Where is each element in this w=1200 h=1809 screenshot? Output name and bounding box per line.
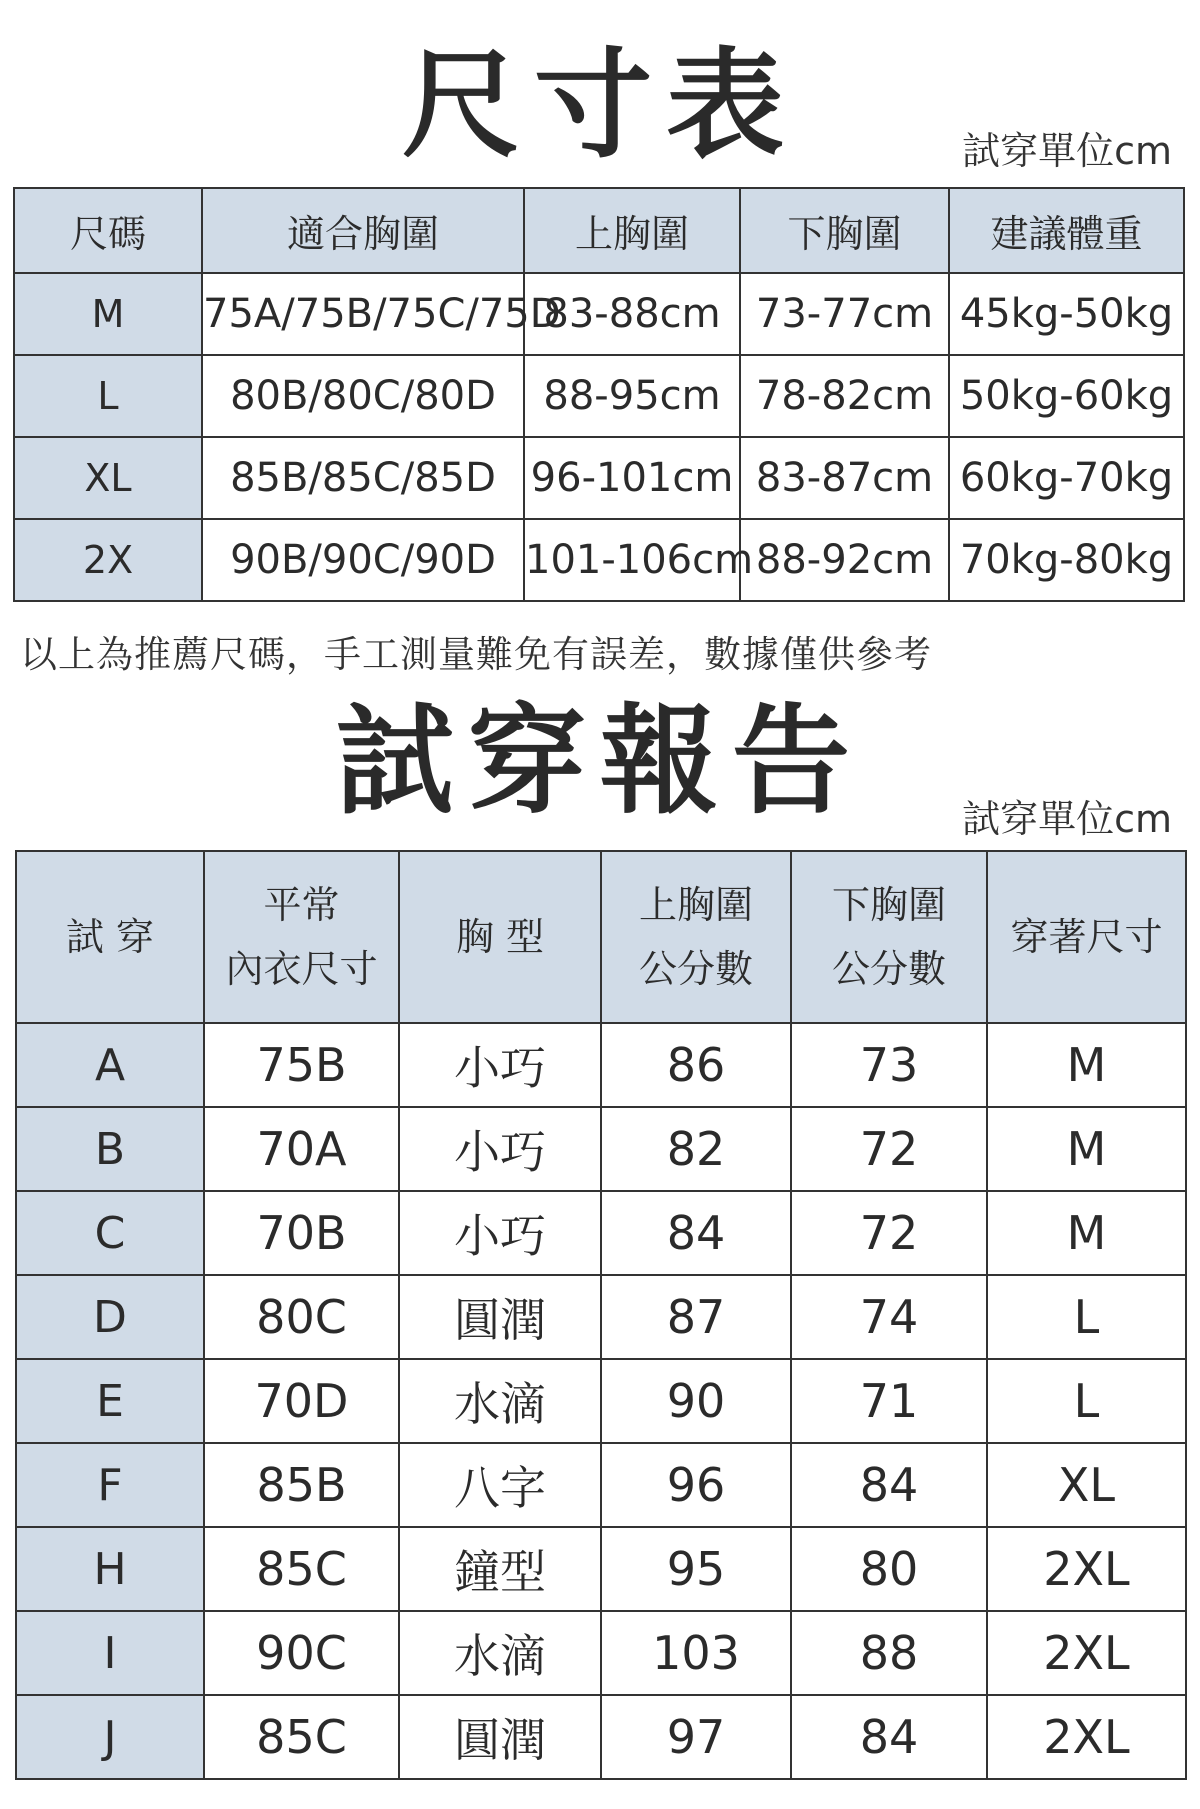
header-tester-label: 試 穿	[65, 915, 155, 959]
under-bust-cell: 72	[791, 1107, 987, 1191]
tester-cell: H	[16, 1527, 204, 1611]
header-under-bust-cm	[791, 851, 987, 1023]
table-row	[16, 1527, 1186, 1611]
upper-bust-cell: 95	[601, 1527, 791, 1611]
size-chart-table	[13, 187, 1185, 602]
table-row	[16, 1023, 1186, 1107]
breast-shape-cell: 八字	[399, 1443, 601, 1527]
upper-bust-cell: 97	[601, 1695, 791, 1779]
header-fit-bust: 適合胸圍	[202, 188, 524, 273]
under-bust-cell: 71	[791, 1359, 987, 1443]
upper-bust-cell: 96-101cm	[524, 437, 740, 519]
upper-bust-cell: 83-88cm	[524, 273, 740, 355]
usual-size-cell: 75B	[204, 1023, 399, 1107]
header-under-bust-cm-label: 下胸圍 公分數	[831, 883, 946, 991]
header-usual-size	[204, 851, 399, 1023]
header-worn-size	[987, 851, 1186, 1023]
table-row	[14, 273, 1184, 355]
worn-size-cell: M	[987, 1107, 1186, 1191]
breast-shape-cell: 圓潤	[399, 1695, 601, 1779]
upper-bust-cell: 84	[601, 1191, 791, 1275]
tester-cell: E	[16, 1359, 204, 1443]
tester-cell: J	[16, 1695, 204, 1779]
header-breast-shape-label: 胸 型	[455, 915, 545, 959]
size-cell: L	[14, 355, 202, 437]
header-upper-bust-cm	[601, 851, 791, 1023]
usual-size-cell: 90C	[204, 1611, 399, 1695]
under-bust-cell: 73-77cm	[740, 273, 949, 355]
size-cell: M	[14, 273, 202, 355]
under-bust-cell: 84	[791, 1695, 987, 1779]
header-usual-size-label: 平常 內衣尺寸	[225, 883, 378, 991]
weight-cell: 50kg-60kg	[949, 355, 1184, 437]
table-row	[16, 1275, 1186, 1359]
tester-cell: D	[16, 1275, 204, 1359]
size-chart-note: 以上為推薦尺碼，手工測量難免有誤差，數據僅供參考	[20, 633, 932, 676]
breast-shape-cell: 水滴	[399, 1611, 601, 1695]
worn-size-cell: 2XL	[987, 1527, 1186, 1611]
fit-bust-cell: 80B/80C/80D	[202, 355, 524, 437]
upper-bust-cell: 96	[601, 1443, 791, 1527]
worn-size-cell: M	[987, 1023, 1186, 1107]
size-chart-title: 尺寸表	[401, 35, 798, 174]
upper-bust-cell: 87	[601, 1275, 791, 1359]
usual-size-cell: 70A	[204, 1107, 399, 1191]
size-chart-header-row	[14, 188, 1184, 273]
header-tester	[16, 851, 204, 1023]
header-weight: 建議體重	[949, 188, 1184, 273]
fit-report-unit: 試穿單位cm	[962, 797, 1172, 841]
weight-cell: 45kg-50kg	[949, 273, 1184, 355]
fit-report-table	[15, 850, 1187, 1780]
size-cell: XL	[14, 437, 202, 519]
upper-bust-cell: 101-106cm	[524, 519, 740, 601]
usual-size-cell: 70B	[204, 1191, 399, 1275]
breast-shape-cell: 水滴	[399, 1359, 601, 1443]
weight-cell: 70kg-80kg	[949, 519, 1184, 601]
breast-shape-cell: 圓潤	[399, 1275, 601, 1359]
header-worn-size-label: 穿著尺寸	[1010, 915, 1163, 959]
upper-bust-cell: 103	[601, 1611, 791, 1695]
breast-shape-cell: 鐘型	[399, 1527, 601, 1611]
header-under-bust: 下胸圍	[740, 188, 949, 273]
worn-size-cell: 2XL	[987, 1695, 1186, 1779]
worn-size-cell: L	[987, 1275, 1186, 1359]
breast-shape-cell: 小巧	[399, 1191, 601, 1275]
header-breast-shape	[399, 851, 601, 1023]
usual-size-cell: 85C	[204, 1527, 399, 1611]
tester-cell: A	[16, 1023, 204, 1107]
under-bust-cell: 74	[791, 1275, 987, 1359]
fit-report-header-row	[16, 851, 1186, 1023]
worn-size-cell: 2XL	[987, 1611, 1186, 1695]
size-chart-unit: 試穿單位cm	[962, 129, 1172, 173]
table-row	[14, 519, 1184, 601]
table-row	[14, 437, 1184, 519]
under-bust-cell: 88	[791, 1611, 987, 1695]
table-row	[14, 355, 1184, 437]
usual-size-cell: 85C	[204, 1695, 399, 1779]
upper-bust-cell: 90	[601, 1359, 791, 1443]
under-bust-cell: 84	[791, 1443, 987, 1527]
under-bust-cell: 80	[791, 1527, 987, 1611]
tester-cell: F	[16, 1443, 204, 1527]
fit-bust-cell: 85B/85C/85D	[202, 437, 524, 519]
worn-size-cell: XL	[987, 1443, 1186, 1527]
size-cell: 2X	[14, 519, 202, 601]
under-bust-cell: 73	[791, 1023, 987, 1107]
worn-size-cell: L	[987, 1359, 1186, 1443]
header-size: 尺碼	[14, 188, 202, 273]
table-row	[16, 1107, 1186, 1191]
tester-cell: C	[16, 1191, 204, 1275]
under-bust-cell: 78-82cm	[740, 355, 949, 437]
under-bust-cell: 88-92cm	[740, 519, 949, 601]
weight-cell: 60kg-70kg	[949, 437, 1184, 519]
tester-cell: B	[16, 1107, 204, 1191]
table-row	[16, 1359, 1186, 1443]
header-upper-bust-cm-label: 上胸圍 公分數	[638, 883, 753, 991]
table-row	[16, 1611, 1186, 1695]
fit-report-title: 試穿報告	[335, 691, 864, 830]
fit-bust-cell: 90B/90C/90D	[202, 519, 524, 601]
under-bust-cell: 83-87cm	[740, 437, 949, 519]
usual-size-cell: 85B	[204, 1443, 399, 1527]
fit-bust-cell: 75A/75B/75C/75D	[202, 273, 524, 355]
worn-size-cell: M	[987, 1191, 1186, 1275]
breast-shape-cell: 小巧	[399, 1107, 601, 1191]
usual-size-cell: 70D	[204, 1359, 399, 1443]
under-bust-cell: 72	[791, 1191, 987, 1275]
breast-shape-cell: 小巧	[399, 1023, 601, 1107]
table-row	[16, 1443, 1186, 1527]
tester-cell: I	[16, 1611, 204, 1695]
header-upper-bust: 上胸圍	[524, 188, 740, 273]
upper-bust-cell: 82	[601, 1107, 791, 1191]
usual-size-cell: 80C	[204, 1275, 399, 1359]
table-row	[16, 1695, 1186, 1779]
upper-bust-cell: 88-95cm	[524, 355, 740, 437]
upper-bust-cell: 86	[601, 1023, 791, 1107]
table-row	[16, 1191, 1186, 1275]
